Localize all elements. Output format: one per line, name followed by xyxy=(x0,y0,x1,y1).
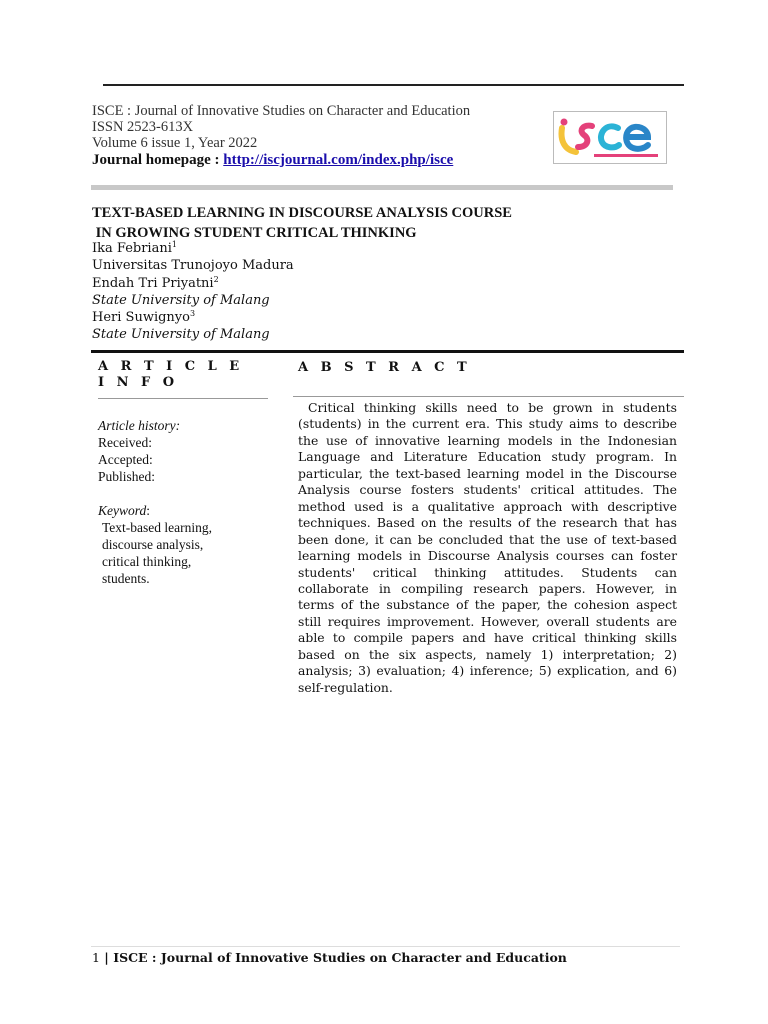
received-label: Received: xyxy=(98,435,152,450)
article-info-heading-line-1: A R T I C L E xyxy=(98,359,244,374)
logo-letter-i xyxy=(562,128,576,152)
footer-separator: | xyxy=(99,950,114,965)
logo-letter-e xyxy=(626,127,648,149)
keyword-label: Keyword xyxy=(98,503,147,518)
author-sup: 3 xyxy=(189,309,196,319)
keyword-item: students. xyxy=(102,571,150,586)
author-2 xyxy=(92,275,294,292)
article-title xyxy=(92,203,512,243)
article-history-label: Article history: xyxy=(98,418,181,433)
logo-dot xyxy=(561,119,568,126)
keyword-item: discourse analysis, xyxy=(102,537,204,552)
keyword-colon: : xyxy=(146,503,151,518)
journal-volume: Volume 6 issue 1, Year 2022 xyxy=(92,135,258,151)
author-sup: 1 xyxy=(171,240,177,249)
journal-issn: ISSN 2523-613X xyxy=(92,119,194,135)
top-rule xyxy=(103,84,684,86)
author-3 xyxy=(92,309,294,326)
author-affiliation: Universitas Trunojoyo Madura xyxy=(92,258,294,274)
journal-name: ISCE : Journal of Innovative Studies on Character and Education xyxy=(92,103,471,119)
spacer xyxy=(98,485,212,502)
keyword-heading xyxy=(98,502,212,519)
abstract-rule xyxy=(293,396,684,397)
author-sup: 2 xyxy=(213,274,219,284)
journal-header xyxy=(92,103,470,168)
author-affiliation: State University of Malang xyxy=(92,327,270,343)
page-footer xyxy=(92,950,567,965)
keyword-item: critical thinking, xyxy=(102,554,192,569)
homepage-link[interactable]: http://iscjournal.com/index.php/isce xyxy=(223,152,454,168)
author-list xyxy=(92,240,294,344)
accepted-label: Accepted: xyxy=(98,452,153,467)
article-info-rule xyxy=(98,398,268,399)
author-1 xyxy=(92,240,294,257)
article-info-heading xyxy=(98,359,243,391)
logo-letter-s xyxy=(578,126,592,147)
isce-logo-graphic xyxy=(554,112,666,163)
journal-homepage xyxy=(92,152,470,168)
author-name: Heri Suwignyo xyxy=(92,310,190,326)
article-title-line-1: TEXT-BASED LEARNING IN DISCOURSE ANALYSIS COURSE xyxy=(92,205,512,221)
author-affiliation: State University of Malang xyxy=(92,292,270,308)
article-info-heading-line-2: I N F O xyxy=(98,375,179,390)
author-name: Ika Febriani xyxy=(92,241,172,256)
isce-logo xyxy=(553,111,667,164)
author-name: Endah Tri Priyatni xyxy=(92,275,214,291)
abstract-heading: A B S T R A C T xyxy=(298,360,471,375)
header-divider xyxy=(91,185,673,190)
page-number: 1 xyxy=(92,950,100,965)
footer-rule xyxy=(91,946,680,947)
logo-subtitle-bar xyxy=(594,154,658,157)
abstract-body xyxy=(298,400,677,696)
footer-journal-name: ISCE : Journal of Innovative Studies on Character and Education xyxy=(113,950,567,965)
keyword-item: Text-based learning, xyxy=(102,520,213,535)
section-divider xyxy=(91,350,684,353)
homepage-label: Journal homepage : xyxy=(92,152,224,168)
abstract-text: Critical thinking skills need to be grown in students (students) in the current era. This study aims to describe the use of innovative learning models in the Indonesian Language and Literature Education study program. In particular, the text-based learning model in the Discourse Analysis course fosters students' critical attitudes. The method used is a qualitative approach with descriptive techniques. Based on the results of the research that has been done, it can be concluded that the use of text-based learning models in Discourse Analysis courses can foster students' critical thinking attitudes. Students can collaborate in compiling research papers. However, in terms of the substance of the paper, the cohesion aspect still requires improvement. However, overall students are able to compile papers and have critical thinking skills based on the six aspects, namely 1) interpretation; 2) analysis; 3) evaluation; 4) inference; 5) explication, and 6) self-regulation. xyxy=(298,400,677,695)
article-info xyxy=(98,417,212,587)
logo-letter-c xyxy=(601,126,619,147)
article-title-line-2: IN GROWING STUDENT CRITICAL THINKING xyxy=(92,225,417,241)
published-label: Published: xyxy=(98,469,156,484)
